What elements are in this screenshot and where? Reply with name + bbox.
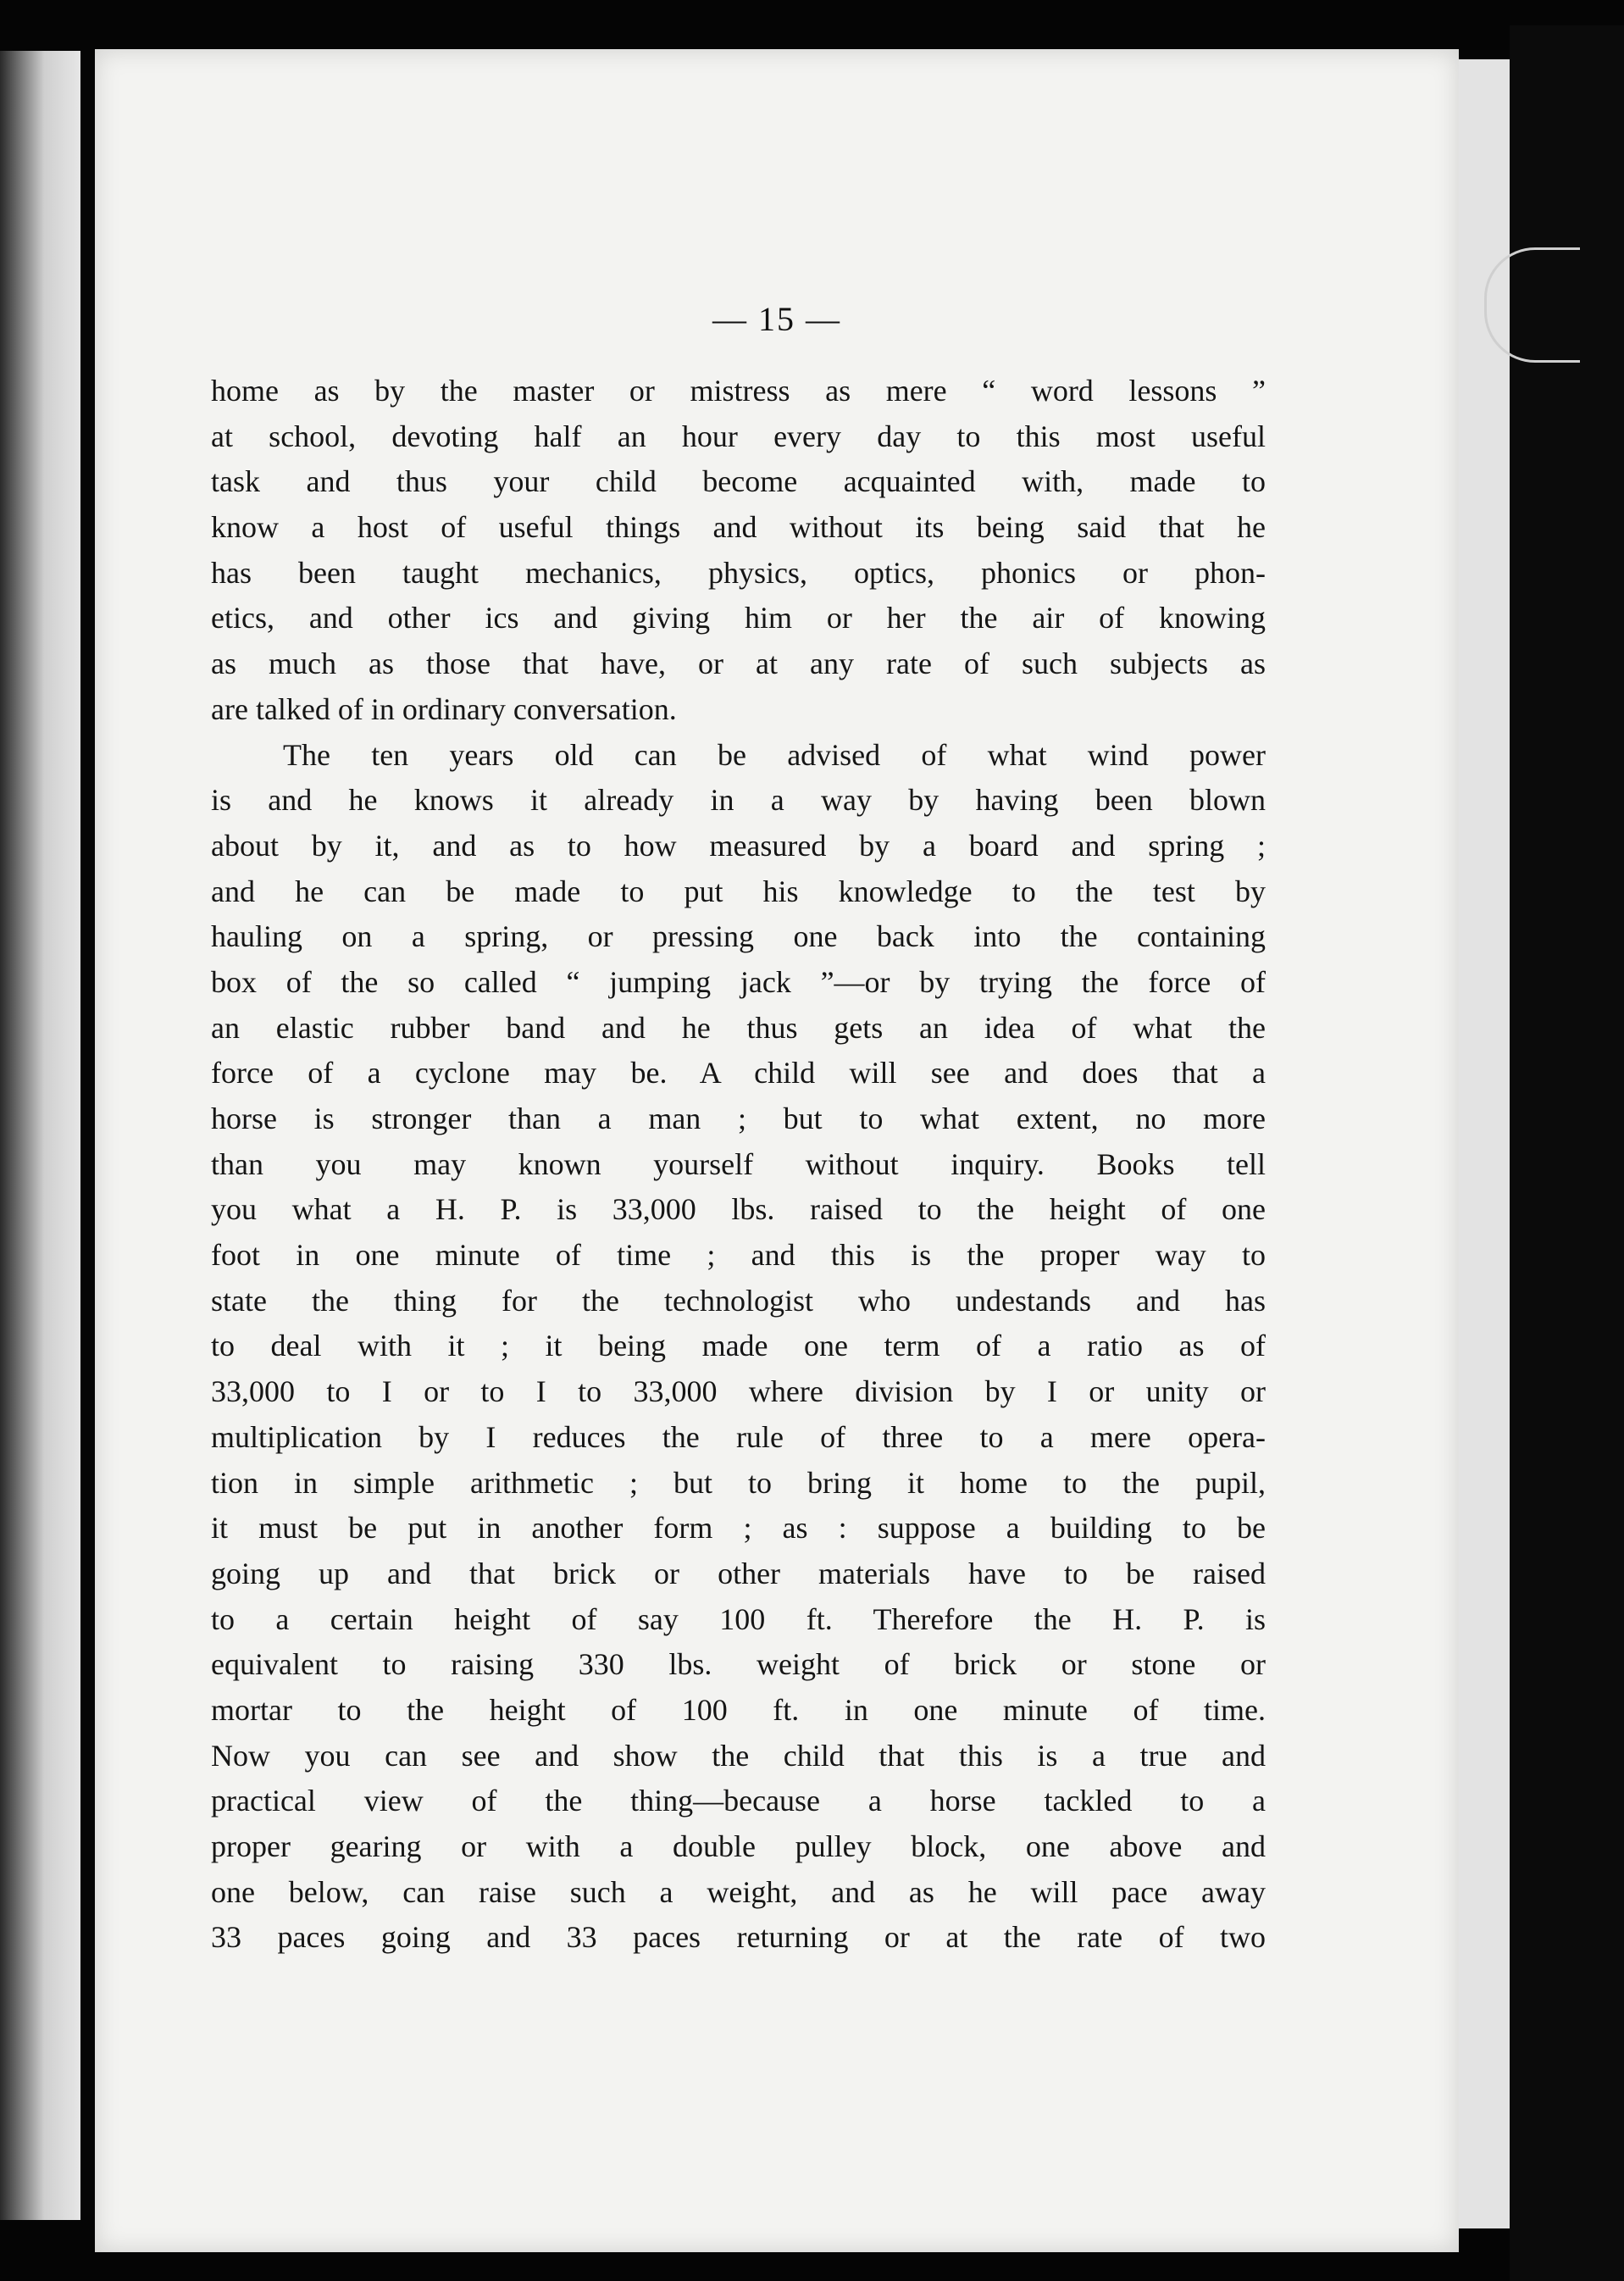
scan-border	[1510, 25, 1624, 2281]
text-line: hauling on a spring, or pressing one back into the containing	[211, 919, 1266, 954]
text-line: proper gearing or with a double pulley block, one above and	[211, 1829, 1266, 1863]
text-line: task and thus your child become acquainted with, made to	[211, 464, 1266, 499]
text-line: force of a cyclone may be. A child will see and does that a	[211, 1056, 1266, 1091]
body-text	[211, 369, 1266, 1961]
text-line: one below, can raise such a weight, and as he will pace away	[211, 1874, 1266, 1909]
text-line: to deal with it ; it being made one term of a ratio as of	[211, 1329, 1266, 1363]
text-line: know a host of useful things and without its being said that he	[211, 510, 1266, 545]
facing-page-edge	[0, 51, 80, 2220]
text-line: an elastic rubber band and he thus gets an idea of what the	[211, 1010, 1266, 1045]
text-line: box of the so called “ jumping jack ”—or by trying the force of	[211, 964, 1266, 999]
scanner-artifact	[1484, 247, 1580, 363]
text-line: 33,000 to I or to I to 33,000 where division by I or unity or	[211, 1374, 1266, 1409]
text-line: about by it, and as to how measured by a board and spring ;	[211, 828, 1266, 863]
page-number: — 15 —	[712, 300, 841, 338]
text-line: horse is stronger than a man ; but to what extent, no more	[211, 1102, 1266, 1135]
text-line: is and he knows it already in a way by having been blown	[211, 783, 1266, 818]
text-line: you what a H. P. is 33,000 lbs. raised to the height of one	[211, 1192, 1266, 1227]
text-line: than you may known yourself without inquiry. Books tell	[211, 1146, 1266, 1181]
text-line: practical view of the thing—because a horse tackled to a	[211, 1784, 1266, 1818]
text-line: to a certain height of say 100 ft. Therefore the H. P. is	[211, 1601, 1266, 1636]
book-page	[95, 49, 1459, 2252]
text-line: tion in simple arithmetic ; but to bring it home to the pupil,	[211, 1465, 1266, 1500]
text-line: and he can be made to put his knowledge to the test by	[211, 874, 1266, 908]
text-line: equivalent to raising 330 lbs. weight of brick or stone or	[211, 1647, 1266, 1682]
text-line: The ten years old can be advised of what wind power	[283, 737, 1266, 772]
text-line: 33 paces going and 33 paces returning or at the rate of two	[211, 1920, 1266, 1955]
text-line: as much as those that have, or at any rate of such subjects as	[211, 647, 1266, 681]
text-line: multiplication by I reduces the rule of three to a mere opera-	[211, 1419, 1266, 1454]
text-line: has been taught mechanics, physics, optics, phonics or phon-	[211, 555, 1266, 590]
text-line: etics, and other ics and giving him or her the air of knowing	[211, 601, 1266, 635]
text-line: mortar to the height of 100 ft. in one minute of time.	[211, 1692, 1266, 1727]
text-line: are talked of in ordinary conversation.	[211, 691, 677, 726]
text-line: it must be put in another form ; as : suppose a building to be	[211, 1511, 1266, 1546]
text-line: foot in one minute of time ; and this is the proper way to	[211, 1238, 1266, 1273]
text-line: home as by the master or mistress as mere “ word lessons ”	[211, 374, 1266, 408]
text-line: going up and that brick or other materials have to be raised	[211, 1556, 1266, 1590]
text-line: at school, devoting half an hour every day to this most useful	[211, 419, 1266, 453]
text-line: state the thing for the technologist who undestands and has	[211, 1283, 1266, 1318]
text-line: Now you can see and show the child that this is a true and	[211, 1738, 1266, 1773]
page-fore-edge	[1459, 59, 1510, 2228]
